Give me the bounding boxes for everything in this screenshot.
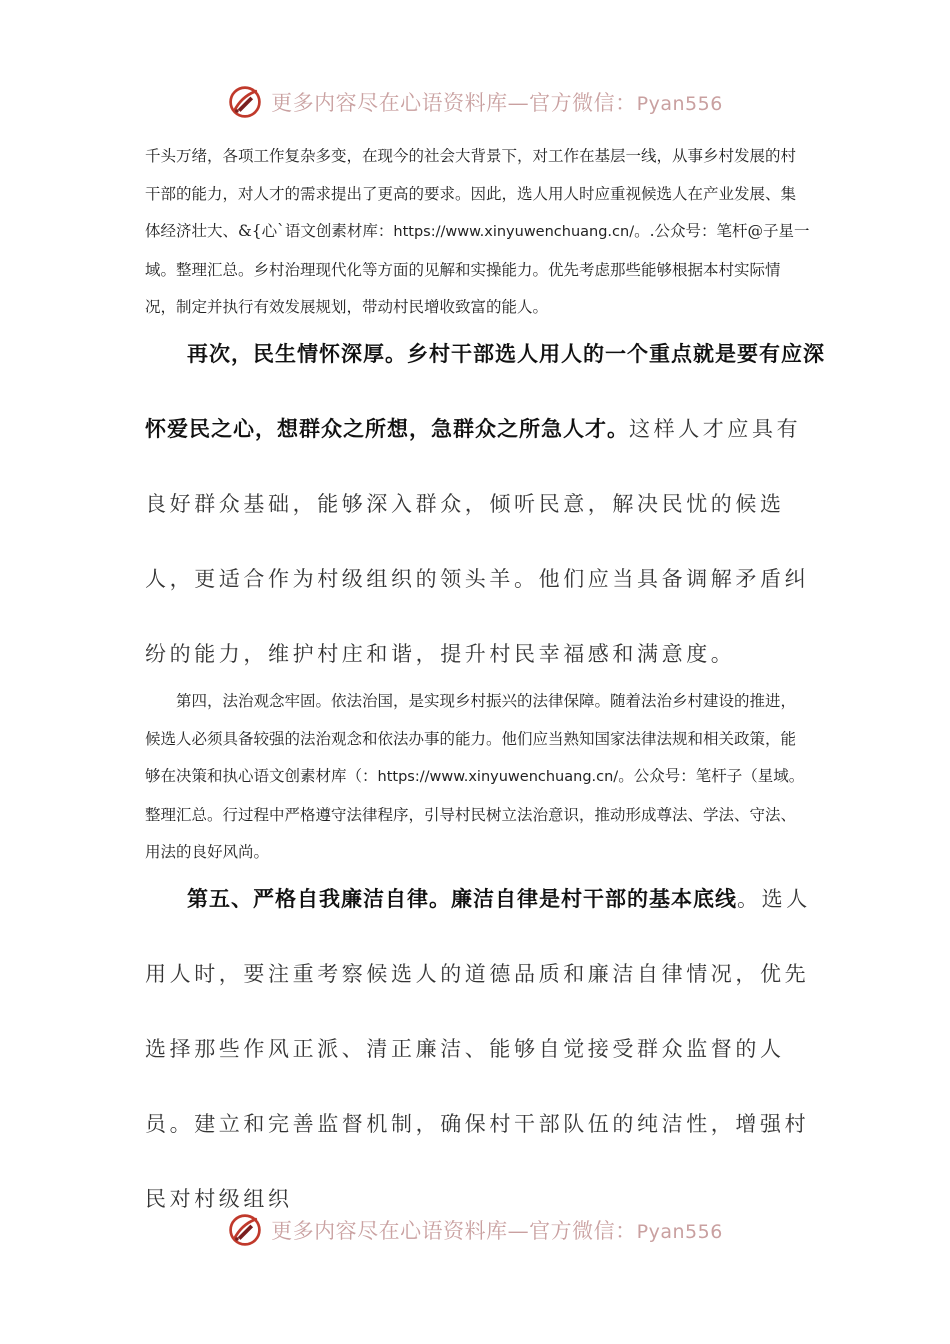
paragraph-4: 第五、严格自我廉洁自律。廉洁自律是村干部的基本底线。选人用人时，要注重考察候选人的道德品质和廉洁自律情况，优先选择那些作风正派、清正廉洁、能够自觉接受群众监督的人员。建立和完善监督机制，确保村干部队伍的纯洁性，增强村民对村级组织 (145, 887, 811, 1211)
paragraph-3-url: https://www.xinyuwenchuang.cn/ (377, 769, 619, 785)
paragraph-1: 千头万绪，各项工作复杂多变，在现今的社会大背景下，对工作在基层一线，从事乡村发展的村干部的能力，对人才的需求提出了更高的要求。因此，选人用人时应重视候选人在产业发展、集体经济壮大、&{心`语文创素材库：https://www.xinyuwenchuang.cn/。.公众号：笔杆@子星一域。整理汇总。乡村治理现代化等方面的见解和实操能力。优先考虑那些能够根据本村实际情况，制定并执行有效发展规划，带动村民增收致富的能人。 (145, 147, 810, 316)
paragraph-1-url: https://www.xinyuwenchuang.cn/ (393, 224, 635, 240)
paragraph-4-heading: 第五、严格自我廉洁自律。廉洁自律是村干部的基本底线 (187, 887, 737, 911)
header-banner (0, 82, 950, 122)
pen-logo-icon (227, 1212, 263, 1248)
footer-banner-text: 更多内容尽在心语资料库—官方微信：Pyan556 (271, 1219, 723, 1243)
paragraph-2: 再次，民生情怀深厚。乡村干部选人用人的一个重点就是要有应深怀爱民之心，想群众之所想，急群众之所急人才。这样人才应具有良好群众基础，能够深入群众，倾听民意，解决民忧的候选人，更适合作为村级组织的领头羊。他们应当具备调解矛盾纠纷的能力，维护村庄和谐，提升村民幸福感和满意度。 (145, 342, 825, 666)
pen-logo-icon (227, 84, 263, 120)
footer-banner (0, 1210, 950, 1250)
header-banner-text: 更多内容尽在心语资料库—官方微信：Pyan556 (271, 91, 723, 115)
paragraph-3: 第四，法治观念牢固。依法治国，是实现乡村振兴的法律保障。随着法治乡村建设的推进，候选人必须具备较强的法治观念和依法办事的能力。他们应当熟知国家法律法规和相关政策，能够在决策和执心语文创素材库（：https://www.xinyuwenchuang.cn/。公众号：笔杆子（星域。整理汇总。行过程中严格遵守法律程序，引导村民树立法治意识，推动形成尊法、学法、守法、用法的良好风尚。 (145, 692, 805, 861)
paragraph-2-heading: 再次，民生情怀深厚。乡村干部选人用人的一个重点就是要有应深怀爱民之心，想群众之所想，急群众之所急人才。 (145, 342, 825, 441)
